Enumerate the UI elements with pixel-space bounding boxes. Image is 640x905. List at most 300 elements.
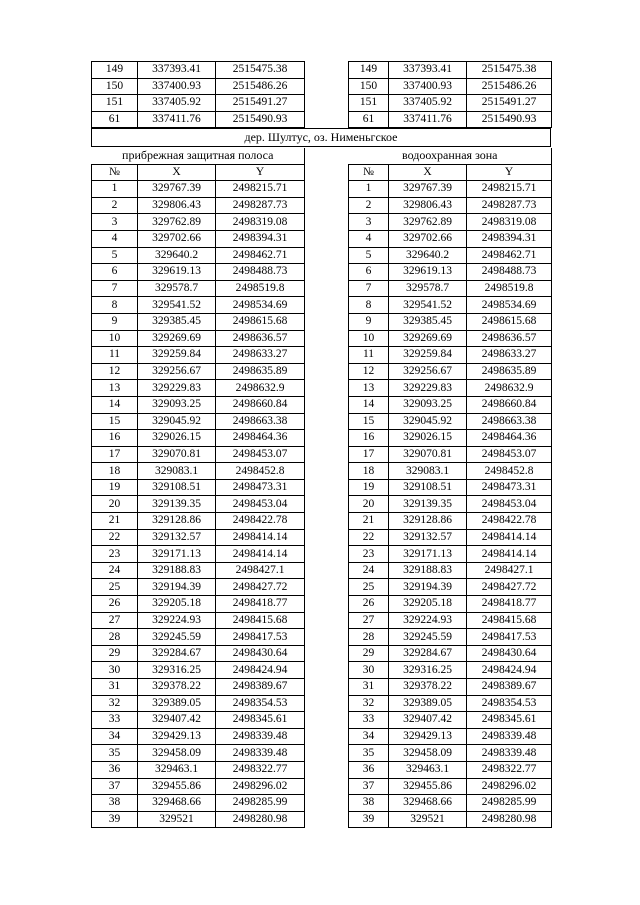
cell-number: 24 — [349, 562, 389, 579]
cell-x: 329093.25 — [389, 396, 467, 413]
cell-y: 2498287.73 — [467, 197, 552, 214]
table-row — [92, 197, 305, 214]
cell-x: 329767.39 — [138, 181, 216, 198]
cell-number: 33 — [349, 712, 389, 729]
cell-x: 329256.67 — [138, 363, 216, 380]
table-row — [349, 496, 552, 513]
cell-number: 25 — [349, 579, 389, 596]
cell-x: 329171.13 — [389, 546, 467, 563]
cell-number: 21 — [92, 513, 138, 530]
cell-number: 19 — [349, 479, 389, 496]
table-row — [349, 745, 552, 762]
cell-x: 329045.92 — [389, 413, 467, 430]
cell-y: 2498534.69 — [467, 297, 552, 314]
table-row — [92, 579, 305, 596]
cell-number: 15 — [92, 413, 138, 430]
cell-number: 27 — [349, 612, 389, 629]
table-row — [92, 811, 305, 828]
table-row — [92, 728, 305, 745]
cell-number: 8 — [92, 297, 138, 314]
cell-y: 2498452.8 — [467, 463, 552, 480]
cell-x: 329316.25 — [389, 662, 467, 679]
cell-number: 16 — [349, 430, 389, 447]
table-row — [92, 761, 305, 778]
column-header-number: № — [349, 164, 389, 181]
cell-number: 3 — [349, 214, 389, 231]
cell-y: 2498452.8 — [216, 463, 305, 480]
column-header-y: Y — [216, 164, 305, 181]
cell-y: 2498319.08 — [216, 214, 305, 231]
cell-number: 20 — [349, 496, 389, 513]
left-coordinate-table — [91, 148, 305, 828]
cell-y: 2498636.57 — [216, 330, 305, 347]
cell-number: 29 — [92, 645, 138, 662]
cell-y: 2498417.53 — [216, 629, 305, 646]
table-row — [349, 95, 552, 112]
column-header-y: Y — [467, 164, 552, 181]
cell-y: 2498296.02 — [216, 778, 305, 795]
table-row — [92, 662, 305, 679]
table-row — [349, 728, 552, 745]
table-row — [349, 396, 552, 413]
cell-x: 329521 — [389, 811, 467, 828]
cell-x: 329128.86 — [138, 513, 216, 530]
table-row — [349, 546, 552, 563]
table-row — [92, 546, 305, 563]
cell-number: 30 — [92, 662, 138, 679]
cell-number: 26 — [349, 596, 389, 613]
cell-y: 2498453.04 — [467, 496, 552, 513]
cell-y: 2498422.78 — [467, 513, 552, 530]
cell-number: 31 — [92, 679, 138, 696]
cell-number: 9 — [349, 313, 389, 330]
cell-y: 2498215.71 — [467, 181, 552, 198]
cell-y: 2498415.68 — [467, 612, 552, 629]
cell-y: 2498453.07 — [216, 446, 305, 463]
table-row — [92, 297, 305, 314]
cell-x: 329521 — [138, 811, 216, 828]
column-header-number: № — [92, 164, 138, 181]
cell-x: 329806.43 — [138, 197, 216, 214]
cell-number: 150 — [349, 78, 389, 95]
cell-y: 2498345.61 — [467, 712, 552, 729]
cell-x: 329463.1 — [138, 761, 216, 778]
table-row — [349, 247, 552, 264]
cell-y: 2498427.1 — [216, 562, 305, 579]
cell-x: 337400.93 — [389, 78, 467, 95]
cell-number: 39 — [349, 811, 389, 828]
cell-x: 329767.39 — [389, 181, 467, 198]
cell-y: 2498473.31 — [467, 479, 552, 496]
cell-y: 2498285.99 — [467, 795, 552, 812]
cell-y: 2498287.73 — [216, 197, 305, 214]
cell-number: 38 — [92, 795, 138, 812]
table-row — [92, 596, 305, 613]
cell-y: 2498424.94 — [467, 662, 552, 679]
cell-y: 2515491.27 — [216, 95, 305, 112]
cell-number: 14 — [92, 396, 138, 413]
cell-y: 2498322.77 — [467, 761, 552, 778]
cell-x: 337400.93 — [138, 78, 216, 95]
cell-y: 2498473.31 — [216, 479, 305, 496]
cell-x: 329194.39 — [389, 579, 467, 596]
table-row — [349, 313, 552, 330]
cell-y: 2498418.77 — [467, 596, 552, 613]
cell-x: 329269.69 — [389, 330, 467, 347]
cell-x: 329468.66 — [389, 795, 467, 812]
table-row — [92, 679, 305, 696]
table-row — [349, 529, 552, 546]
table-row — [349, 363, 552, 380]
cell-y: 2498633.27 — [467, 347, 552, 364]
cell-number: 11 — [349, 347, 389, 364]
table-row — [92, 612, 305, 629]
cell-x: 329194.39 — [138, 579, 216, 596]
cell-x: 329245.59 — [138, 629, 216, 646]
cell-x: 329389.05 — [389, 695, 467, 712]
cell-number: 22 — [92, 529, 138, 546]
cell-x: 329229.83 — [389, 380, 467, 397]
cell-y: 2498519.8 — [467, 280, 552, 297]
cell-y: 2498632.9 — [216, 380, 305, 397]
cell-number: 10 — [92, 330, 138, 347]
cell-number: 17 — [92, 446, 138, 463]
cell-y: 2515486.26 — [216, 78, 305, 95]
table-row — [349, 612, 552, 629]
cell-x: 329259.84 — [389, 347, 467, 364]
cell-number: 149 — [92, 62, 138, 79]
cell-x: 329224.93 — [138, 612, 216, 629]
cell-x: 329188.83 — [389, 562, 467, 579]
cell-x: 329083.1 — [389, 463, 467, 480]
table-row — [92, 778, 305, 795]
top-left-coordinate-table — [91, 61, 305, 128]
table-row — [92, 645, 305, 662]
table-row — [349, 62, 552, 79]
cell-number: 2 — [349, 197, 389, 214]
cell-y: 2498453.04 — [216, 496, 305, 513]
table-row — [349, 579, 552, 596]
cell-y: 2498519.8 — [216, 280, 305, 297]
cell-number: 28 — [92, 629, 138, 646]
cell-x: 329455.86 — [389, 778, 467, 795]
table-row — [92, 479, 305, 496]
table-row — [92, 496, 305, 513]
cell-number: 61 — [349, 111, 389, 128]
cell-x: 337393.41 — [138, 62, 216, 79]
cell-x: 329640.2 — [389, 247, 467, 264]
cell-x: 329702.66 — [138, 230, 216, 247]
table-row — [92, 712, 305, 729]
cell-x: 337393.41 — [389, 62, 467, 79]
cell-y: 2498635.89 — [216, 363, 305, 380]
cell-number: 32 — [92, 695, 138, 712]
cell-number: 17 — [349, 446, 389, 463]
table-row — [92, 446, 305, 463]
column-header-x: X — [138, 164, 216, 181]
cell-y: 2498427.72 — [467, 579, 552, 596]
cell-y: 2498636.57 — [467, 330, 552, 347]
cell-y: 2498339.48 — [467, 728, 552, 745]
cell-number: 5 — [92, 247, 138, 264]
cell-x: 329256.67 — [389, 363, 467, 380]
cell-number: 6 — [92, 264, 138, 281]
cell-number: 35 — [92, 745, 138, 762]
cell-y: 2498422.78 — [216, 513, 305, 530]
table-row — [92, 313, 305, 330]
cell-x: 329188.83 — [138, 562, 216, 579]
cell-x: 337405.92 — [389, 95, 467, 112]
table-row — [92, 330, 305, 347]
cell-number: 21 — [349, 513, 389, 530]
table-row — [349, 280, 552, 297]
cell-y: 2498389.67 — [467, 679, 552, 696]
cell-number: 4 — [92, 230, 138, 247]
cell-x: 329132.57 — [138, 529, 216, 546]
cell-x: 329108.51 — [138, 479, 216, 496]
cell-y: 2498488.73 — [216, 264, 305, 281]
cell-y: 2498632.9 — [467, 380, 552, 397]
cell-number: 9 — [92, 313, 138, 330]
cell-x: 329284.67 — [138, 645, 216, 662]
cell-x: 329205.18 — [389, 596, 467, 613]
cell-x: 329541.52 — [138, 297, 216, 314]
cell-number: 15 — [349, 413, 389, 430]
table-row — [92, 181, 305, 198]
cell-x: 337405.92 — [138, 95, 216, 112]
table-row — [349, 413, 552, 430]
cell-x: 329385.45 — [138, 313, 216, 330]
cell-y: 2498635.89 — [467, 363, 552, 380]
cell-y: 2498418.77 — [216, 596, 305, 613]
cell-x: 329407.42 — [138, 712, 216, 729]
table-row — [349, 446, 552, 463]
table-row — [349, 679, 552, 696]
cell-number: 37 — [349, 778, 389, 795]
cell-x: 329128.86 — [389, 513, 467, 530]
cell-y: 2498534.69 — [216, 297, 305, 314]
cell-number: 18 — [92, 463, 138, 480]
cell-y: 2498280.98 — [216, 811, 305, 828]
cell-y: 2498415.68 — [216, 612, 305, 629]
cell-y: 2498663.38 — [216, 413, 305, 430]
table-row — [349, 197, 552, 214]
table-row — [349, 430, 552, 447]
table-row — [92, 230, 305, 247]
table-row — [92, 111, 305, 128]
table-row — [92, 264, 305, 281]
cell-y: 2498215.71 — [216, 181, 305, 198]
cell-number: 8 — [349, 297, 389, 314]
cell-number: 39 — [92, 811, 138, 828]
cell-y: 2498430.64 — [216, 645, 305, 662]
table-row — [349, 761, 552, 778]
cell-y: 2498414.14 — [467, 529, 552, 546]
cell-y: 2498660.84 — [467, 396, 552, 413]
cell-y: 2498339.48 — [216, 745, 305, 762]
cell-y: 2498354.53 — [216, 695, 305, 712]
table-row — [92, 430, 305, 447]
cell-y: 2498414.14 — [467, 546, 552, 563]
cell-number: 7 — [349, 280, 389, 297]
cell-number: 37 — [92, 778, 138, 795]
table-row — [349, 380, 552, 397]
cell-number: 5 — [349, 247, 389, 264]
cell-x: 329026.15 — [389, 430, 467, 447]
table-row — [349, 111, 552, 128]
cell-y: 2498414.14 — [216, 546, 305, 563]
cell-number: 35 — [349, 745, 389, 762]
cell-number: 149 — [349, 62, 389, 79]
cell-x: 329045.92 — [138, 413, 216, 430]
cell-number: 61 — [92, 111, 138, 128]
table-row — [349, 463, 552, 480]
cell-x: 337411.76 — [138, 111, 216, 128]
cell-x: 329619.13 — [138, 264, 216, 281]
table-row — [349, 662, 552, 679]
table-row — [92, 513, 305, 530]
cell-y: 2498424.94 — [216, 662, 305, 679]
cell-x: 329385.45 — [389, 313, 467, 330]
cell-number: 11 — [92, 347, 138, 364]
cell-x: 329070.81 — [138, 446, 216, 463]
table-row — [349, 330, 552, 347]
cell-x: 329458.09 — [389, 745, 467, 762]
cell-number: 14 — [349, 396, 389, 413]
cell-x: 329259.84 — [138, 347, 216, 364]
table-row — [92, 214, 305, 231]
cell-y: 2498285.99 — [216, 795, 305, 812]
cell-y: 2498430.64 — [467, 645, 552, 662]
cell-number: 33 — [92, 712, 138, 729]
table-row — [92, 347, 305, 364]
cell-number: 32 — [349, 695, 389, 712]
table-row — [349, 264, 552, 281]
cell-number: 34 — [92, 728, 138, 745]
cell-number: 36 — [92, 761, 138, 778]
cell-x: 329378.22 — [138, 679, 216, 696]
cell-x: 329389.05 — [138, 695, 216, 712]
cell-y: 2498462.71 — [467, 247, 552, 264]
cell-number: 36 — [349, 761, 389, 778]
table-row — [92, 380, 305, 397]
left-zone-title: прибрежная защитная полоса — [92, 148, 305, 164]
cell-y: 2498462.71 — [216, 247, 305, 264]
cell-number: 1 — [92, 181, 138, 198]
cell-x: 329132.57 — [389, 529, 467, 546]
column-header-x: X — [389, 164, 467, 181]
cell-y: 2498663.38 — [467, 413, 552, 430]
cell-x: 329229.83 — [138, 380, 216, 397]
cell-number: 7 — [92, 280, 138, 297]
cell-x: 329108.51 — [389, 479, 467, 496]
cell-number: 4 — [349, 230, 389, 247]
cell-number: 16 — [92, 430, 138, 447]
cell-number: 25 — [92, 579, 138, 596]
cell-y: 2498427.72 — [216, 579, 305, 596]
cell-y: 2498660.84 — [216, 396, 305, 413]
right-coordinate-table — [348, 148, 552, 828]
table-row — [92, 463, 305, 480]
cell-x: 329541.52 — [389, 297, 467, 314]
cell-y: 2498464.36 — [216, 430, 305, 447]
cell-y: 2498319.08 — [467, 214, 552, 231]
cell-number: 10 — [349, 330, 389, 347]
cell-x: 329762.89 — [138, 214, 216, 231]
cell-x: 329245.59 — [389, 629, 467, 646]
table-row — [349, 479, 552, 496]
cell-x: 329139.35 — [138, 496, 216, 513]
section-title: дер. Шултус, оз. Нименьгское — [92, 129, 551, 147]
top-right-coordinate-table — [348, 61, 552, 128]
table-row — [349, 695, 552, 712]
cell-y: 2498417.53 — [467, 629, 552, 646]
cell-number: 150 — [92, 78, 138, 95]
table-row — [349, 347, 552, 364]
cell-x: 329093.25 — [138, 396, 216, 413]
cell-y: 2498389.67 — [216, 679, 305, 696]
cell-y: 2498345.61 — [216, 712, 305, 729]
cell-number: 13 — [92, 380, 138, 397]
cell-x: 329429.13 — [138, 728, 216, 745]
cell-y: 2498488.73 — [467, 264, 552, 281]
table-row — [92, 695, 305, 712]
table-row — [92, 562, 305, 579]
cell-x: 329171.13 — [138, 546, 216, 563]
cell-number: 24 — [92, 562, 138, 579]
table-row — [92, 280, 305, 297]
cell-y: 2498427.1 — [467, 562, 552, 579]
cell-x: 329463.1 — [389, 761, 467, 778]
cell-number: 22 — [349, 529, 389, 546]
cell-number: 6 — [349, 264, 389, 281]
cell-x: 329429.13 — [389, 728, 467, 745]
cell-y: 2515486.26 — [467, 78, 552, 95]
cell-y: 2498339.48 — [216, 728, 305, 745]
cell-number: 12 — [92, 363, 138, 380]
table-row — [92, 95, 305, 112]
cell-x: 329026.15 — [138, 430, 216, 447]
cell-x: 329468.66 — [138, 795, 216, 812]
cell-x: 329070.81 — [389, 446, 467, 463]
cell-number: 151 — [92, 95, 138, 112]
table-row — [92, 529, 305, 546]
cell-number: 18 — [349, 463, 389, 480]
cell-x: 329619.13 — [389, 264, 467, 281]
cell-number: 12 — [349, 363, 389, 380]
cell-number: 34 — [349, 728, 389, 745]
cell-y: 2515490.93 — [467, 111, 552, 128]
cell-y: 2515475.38 — [467, 62, 552, 79]
cell-y: 2498633.27 — [216, 347, 305, 364]
table-row — [349, 297, 552, 314]
cell-y: 2498280.98 — [467, 811, 552, 828]
cell-x: 329640.2 — [138, 247, 216, 264]
cell-number: 29 — [349, 645, 389, 662]
cell-x: 329224.93 — [389, 612, 467, 629]
cell-y: 2498394.31 — [467, 230, 552, 247]
cell-y: 2498296.02 — [467, 778, 552, 795]
table-row — [349, 811, 552, 828]
cell-x: 329578.7 — [389, 280, 467, 297]
cell-y: 2498414.14 — [216, 529, 305, 546]
cell-x: 329455.86 — [138, 778, 216, 795]
section-title-bar — [91, 128, 551, 147]
cell-x: 329806.43 — [389, 197, 467, 214]
table-row — [349, 645, 552, 662]
table-row — [92, 413, 305, 430]
cell-y: 2515490.93 — [216, 111, 305, 128]
